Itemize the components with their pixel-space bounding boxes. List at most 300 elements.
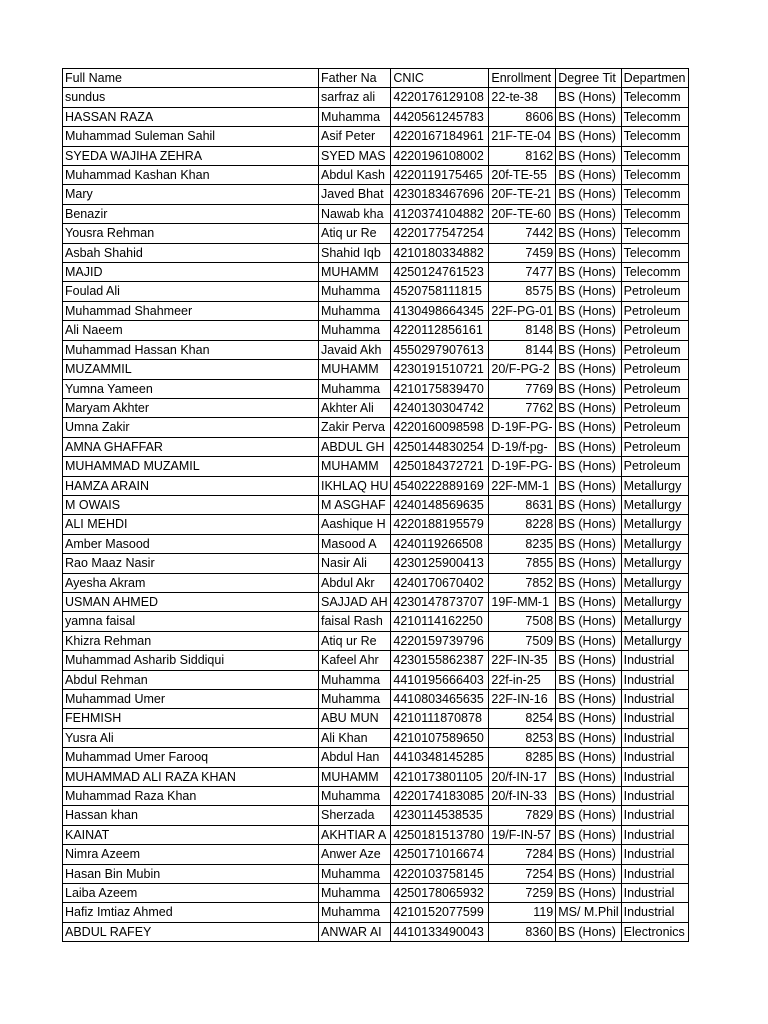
full-name-cell[interactable]: yamna faisal: [63, 612, 319, 631]
degree-title-cell[interactable]: BS (Hons): [556, 224, 621, 243]
degree-title-cell[interactable]: BS (Hons): [556, 166, 621, 185]
enrollment-cell[interactable]: 21F-TE-04: [489, 127, 556, 146]
degree-title-cell[interactable]: BS (Hons): [556, 282, 621, 301]
department-cell[interactable]: Electronics: [621, 922, 688, 941]
father-name-cell[interactable]: Sherzada: [319, 806, 391, 825]
degree-title-cell[interactable]: BS (Hons): [556, 379, 621, 398]
degree-title-cell[interactable]: BS (Hons): [556, 864, 621, 883]
cnic-cell[interactable]: 4250184372721: [391, 457, 489, 476]
enrollment-cell[interactable]: 7509: [489, 631, 556, 650]
cnic-cell[interactable]: 4230125900413: [391, 554, 489, 573]
cnic-cell[interactable]: 4410803465635: [391, 690, 489, 709]
father-name-cell[interactable]: Abdul Akr: [319, 573, 391, 592]
table-row: [63, 845, 689, 864]
degree-title-cell[interactable]: BS (Hons): [556, 709, 621, 728]
father-name-cell[interactable]: MUHAMM: [319, 767, 391, 786]
department-cell[interactable]: Petroleum: [621, 457, 688, 476]
degree-title-cell[interactable]: BS (Hons): [556, 495, 621, 514]
table-row: [63, 418, 689, 437]
full-name-cell[interactable]: Hassan khan: [63, 806, 319, 825]
department-cell[interactable]: Industrial: [621, 748, 688, 767]
cnic-cell[interactable]: 4240119266508: [391, 534, 489, 553]
cnic-cell[interactable]: 4250178065932: [391, 884, 489, 903]
cnic-cell[interactable]: 4210111870878: [391, 709, 489, 728]
cnic-cell[interactable]: 4230183467696: [391, 185, 489, 204]
enrollment-cell[interactable]: 7442: [489, 224, 556, 243]
cnic-cell[interactable]: 4520758111815: [391, 282, 489, 301]
table-row: [63, 185, 689, 204]
degree-title-cell[interactable]: BS (Hons): [556, 534, 621, 553]
full-name-cell[interactable]: Muhammad Hassan Khan: [63, 340, 319, 359]
degree-title-cell[interactable]: BS (Hons): [556, 728, 621, 747]
father-name-cell[interactable]: IKHLAQ HU: [319, 476, 391, 495]
cnic-cell[interactable]: 4220103758145: [391, 864, 489, 883]
degree-title-cell[interactable]: BS (Hons): [556, 243, 621, 262]
father-name-cell[interactable]: ANWAR AI: [319, 922, 391, 941]
cnic-cell[interactable]: 4210173801105: [391, 767, 489, 786]
father-name-cell[interactable]: Anwer Aze: [319, 845, 391, 864]
father-name-cell[interactable]: Abdul Han: [319, 748, 391, 767]
full-name-cell[interactable]: Muhammad Shahmeer: [63, 301, 319, 320]
cnic-cell[interactable]: 4220177547254: [391, 224, 489, 243]
degree-title-cell[interactable]: BS (Hons): [556, 515, 621, 534]
enrollment-cell[interactable]: 22F-IN-35: [489, 651, 556, 670]
department-cell[interactable]: Metallurgy: [621, 573, 688, 592]
department-cell[interactable]: Petroleum: [621, 301, 688, 320]
cnic-cell[interactable]: 4210114162250: [391, 612, 489, 631]
table-row: [63, 612, 689, 631]
table-row: [63, 534, 689, 553]
enrollment-cell[interactable]: 20/f-IN-17: [489, 767, 556, 786]
table-row: [63, 670, 689, 689]
enrollment-cell[interactable]: D-19/f-pg-: [489, 437, 556, 456]
header-degree-title[interactable]: Degree Tit: [556, 69, 621, 88]
table-row: [63, 631, 689, 650]
table-row: [63, 592, 689, 611]
enrollment-cell[interactable]: 20/f-IN-33: [489, 787, 556, 806]
enrollment-cell[interactable]: 8253: [489, 728, 556, 747]
father-name-cell[interactable]: faisal Rash: [319, 612, 391, 631]
full-name-cell[interactable]: Yumna Yameen: [63, 379, 319, 398]
department-cell[interactable]: Industrial: [621, 767, 688, 786]
enrollment-cell[interactable]: D-19F-PG-: [489, 418, 556, 437]
table-row: [63, 146, 689, 165]
department-cell[interactable]: Metallurgy: [621, 495, 688, 514]
full-name-cell[interactable]: Muhammad Umer Farooq: [63, 748, 319, 767]
full-name-cell[interactable]: USMAN AHMED: [63, 592, 319, 611]
degree-title-cell[interactable]: BS (Hons): [556, 340, 621, 359]
degree-title-cell[interactable]: BS (Hons): [556, 612, 621, 631]
full-name-cell[interactable]: ABDUL RAFEY: [63, 922, 319, 941]
table-row: [63, 787, 689, 806]
department-cell[interactable]: Industrial: [621, 651, 688, 670]
cnic-cell[interactable]: 4230155862387: [391, 651, 489, 670]
department-cell[interactable]: Telecomm: [621, 243, 688, 262]
full-name-cell[interactable]: Muhammad Kashan Khan: [63, 166, 319, 185]
father-name-cell[interactable]: ABU MUN: [319, 709, 391, 728]
department-cell[interactable]: Petroleum: [621, 437, 688, 456]
father-name-cell[interactable]: MUHAMM: [319, 360, 391, 379]
full-name-cell[interactable]: Benazir: [63, 204, 319, 223]
father-name-cell[interactable]: SAJJAD AH: [319, 592, 391, 611]
full-name-cell[interactable]: HAMZA ARAIN: [63, 476, 319, 495]
enrollment-cell[interactable]: 8360: [489, 922, 556, 941]
header-enrollment[interactable]: Enrollment: [489, 69, 556, 88]
cnic-cell[interactable]: 4230191510721: [391, 360, 489, 379]
department-cell[interactable]: Metallurgy: [621, 476, 688, 495]
table-row: [63, 321, 689, 340]
father-name-cell[interactable]: Javaid Akh: [319, 340, 391, 359]
department-cell[interactable]: Industrial: [621, 728, 688, 747]
enrollment-cell[interactable]: 22f-in-25: [489, 670, 556, 689]
father-name-cell[interactable]: Muhamma: [319, 903, 391, 922]
header-department[interactable]: Departmen: [621, 69, 688, 88]
cnic-cell[interactable]: 4250181513780: [391, 825, 489, 844]
full-name-cell[interactable]: KAINAT: [63, 825, 319, 844]
father-name-cell[interactable]: Ali Khan: [319, 728, 391, 747]
father-name-cell[interactable]: Muhamma: [319, 864, 391, 883]
enrollment-cell[interactable]: 7477: [489, 263, 556, 282]
full-name-cell[interactable]: Muhammad Umer: [63, 690, 319, 709]
full-name-cell[interactable]: Maryam Akhter: [63, 398, 319, 417]
full-name-cell[interactable]: FEHMISH: [63, 709, 319, 728]
degree-title-cell[interactable]: BS (Hons): [556, 767, 621, 786]
department-cell[interactable]: Industrial: [621, 903, 688, 922]
table-row: [63, 379, 689, 398]
father-name-cell[interactable]: Akhter Ali: [319, 398, 391, 417]
table-row: [63, 573, 689, 592]
full-name-cell[interactable]: Muhammad Suleman Sahil: [63, 127, 319, 146]
father-name-cell[interactable]: Asif Peter: [319, 127, 391, 146]
degree-title-cell[interactable]: BS (Hons): [556, 690, 621, 709]
father-name-cell[interactable]: Muhamma: [319, 107, 391, 126]
full-name-cell[interactable]: MUHAMMAD MUZAMIL: [63, 457, 319, 476]
enrollment-cell[interactable]: 7829: [489, 806, 556, 825]
cnic-cell[interactable]: 4210152077599: [391, 903, 489, 922]
department-cell[interactable]: Industrial: [621, 845, 688, 864]
department-cell[interactable]: Metallurgy: [621, 631, 688, 650]
degree-title-cell[interactable]: BS (Hons): [556, 554, 621, 573]
degree-title-cell[interactable]: BS (Hons): [556, 146, 621, 165]
department-cell[interactable]: Petroleum: [621, 282, 688, 301]
degree-title-cell[interactable]: BS (Hons): [556, 845, 621, 864]
father-name-cell[interactable]: Nawab kha: [319, 204, 391, 223]
enrollment-cell[interactable]: 7508: [489, 612, 556, 631]
enrollment-cell[interactable]: 8148: [489, 321, 556, 340]
degree-title-cell[interactable]: BS (Hons): [556, 398, 621, 417]
full-name-cell[interactable]: Yusra Ali: [63, 728, 319, 747]
table-row: [63, 864, 689, 883]
enrollment-cell[interactable]: D-19F-PG-: [489, 457, 556, 476]
father-name-cell[interactable]: Muhamma: [319, 670, 391, 689]
degree-title-cell[interactable]: BS (Hons): [556, 592, 621, 611]
father-name-cell[interactable]: Muhamma: [319, 787, 391, 806]
enrollment-cell[interactable]: 22F-IN-16: [489, 690, 556, 709]
enrollment-cell[interactable]: 8575: [489, 282, 556, 301]
degree-title-cell[interactable]: BS (Hons): [556, 884, 621, 903]
enrollment-cell[interactable]: 8235: [489, 534, 556, 553]
enrollment-cell[interactable]: 7852: [489, 573, 556, 592]
department-cell[interactable]: Petroleum: [621, 379, 688, 398]
enrollment-cell[interactable]: 8228: [489, 515, 556, 534]
degree-title-cell[interactable]: BS (Hons): [556, 88, 621, 107]
full-name-cell[interactable]: Foulad Ali: [63, 282, 319, 301]
degree-title-cell[interactable]: BS (Hons): [556, 476, 621, 495]
degree-title-cell[interactable]: BS (Hons): [556, 651, 621, 670]
full-name-cell[interactable]: MUHAMMAD ALI RAZA KHAN: [63, 767, 319, 786]
student-records-table: [62, 68, 689, 942]
full-name-cell[interactable]: Asbah Shahid: [63, 243, 319, 262]
enrollment-cell[interactable]: 8285: [489, 748, 556, 767]
cnic-cell[interactable]: 4410133490043: [391, 922, 489, 941]
father-name-cell[interactable]: sarfraz ali: [319, 88, 391, 107]
degree-title-cell[interactable]: BS (Hons): [556, 418, 621, 437]
enrollment-cell[interactable]: 7459: [489, 243, 556, 262]
enrollment-cell[interactable]: 7254: [489, 864, 556, 883]
cnic-cell[interactable]: 4220119175465: [391, 166, 489, 185]
full-name-cell[interactable]: Laiba Azeem: [63, 884, 319, 903]
full-name-cell[interactable]: HASSAN RAZA: [63, 107, 319, 126]
full-name-cell[interactable]: Rao Maaz Nasir: [63, 554, 319, 573]
department-cell[interactable]: Telecomm: [621, 204, 688, 223]
father-name-cell[interactable]: Javed Bhat: [319, 185, 391, 204]
table-row: [63, 282, 689, 301]
cnic-cell[interactable]: 4250144830254: [391, 437, 489, 456]
degree-title-cell[interactable]: BS (Hons): [556, 806, 621, 825]
degree-title-cell[interactable]: BS (Hons): [556, 825, 621, 844]
department-cell[interactable]: Telecomm: [621, 263, 688, 282]
full-name-cell[interactable]: Hafiz Imtiaz Ahmed: [63, 903, 319, 922]
department-cell[interactable]: Telecomm: [621, 185, 688, 204]
degree-title-cell[interactable]: BS (Hons): [556, 321, 621, 340]
department-cell[interactable]: Industrial: [621, 670, 688, 689]
table-row: [63, 903, 689, 922]
full-name-cell[interactable]: Abdul Rehman: [63, 670, 319, 689]
department-cell[interactable]: Petroleum: [621, 321, 688, 340]
header-cnic[interactable]: CNIC: [391, 69, 489, 88]
header-father-name[interactable]: Father Na: [319, 69, 391, 88]
father-name-cell[interactable]: MUHAMM: [319, 263, 391, 282]
degree-title-cell[interactable]: BS (Hons): [556, 670, 621, 689]
table-row: [63, 806, 689, 825]
cnic-cell[interactable]: 4240130304742: [391, 398, 489, 417]
table-row: [63, 651, 689, 670]
cnic-cell[interactable]: 4210180334882: [391, 243, 489, 262]
father-name-cell[interactable]: Kafeel Ahr: [319, 651, 391, 670]
enrollment-cell[interactable]: 22F-MM-1: [489, 476, 556, 495]
cnic-cell[interactable]: 4240148569635: [391, 495, 489, 514]
cnic-cell[interactable]: 4220174183085: [391, 787, 489, 806]
table-row: [63, 340, 689, 359]
department-cell[interactable]: Telecomm: [621, 166, 688, 185]
full-name-cell[interactable]: MAJID: [63, 263, 319, 282]
father-name-cell[interactable]: Muhamma: [319, 884, 391, 903]
full-name-cell[interactable]: Amber Masood: [63, 534, 319, 553]
degree-title-cell[interactable]: BS (Hons): [556, 127, 621, 146]
enrollment-cell[interactable]: 7284: [489, 845, 556, 864]
cnic-cell[interactable]: 4120374104882: [391, 204, 489, 223]
enrollment-cell[interactable]: 8162: [489, 146, 556, 165]
cnic-cell[interactable]: 4410195666403: [391, 670, 489, 689]
enrollment-cell[interactable]: 7769: [489, 379, 556, 398]
cnic-cell[interactable]: 4220159739796: [391, 631, 489, 650]
degree-title-cell[interactable]: BS (Hons): [556, 204, 621, 223]
cnic-cell[interactable]: 4250171016674: [391, 845, 489, 864]
department-cell[interactable]: Telecomm: [621, 146, 688, 165]
full-name-cell[interactable]: Ayesha Akram: [63, 573, 319, 592]
cnic-cell[interactable]: 4540222889169: [391, 476, 489, 495]
enrollment-cell[interactable]: 20F-TE-21: [489, 185, 556, 204]
department-cell[interactable]: Telecomm: [621, 88, 688, 107]
full-name-cell[interactable]: Mary: [63, 185, 319, 204]
cnic-cell[interactable]: 4220112856161: [391, 321, 489, 340]
table-body: [63, 88, 689, 942]
full-name-cell[interactable]: sundus: [63, 88, 319, 107]
department-cell[interactable]: Industrial: [621, 690, 688, 709]
father-name-cell[interactable]: Masood A: [319, 534, 391, 553]
degree-title-cell[interactable]: BS (Hons): [556, 360, 621, 379]
degree-title-cell[interactable]: BS (Hons): [556, 573, 621, 592]
cnic-cell[interactable]: 4550297907613: [391, 340, 489, 359]
full-name-cell[interactable]: MUZAMMIL: [63, 360, 319, 379]
enrollment-cell[interactable]: 20F-TE-60: [489, 204, 556, 223]
cnic-cell[interactable]: 4210175839470: [391, 379, 489, 398]
header-full-name[interactable]: Full Name: [63, 69, 319, 88]
full-name-cell[interactable]: Yousra Rehman: [63, 224, 319, 243]
department-cell[interactable]: Industrial: [621, 787, 688, 806]
degree-title-cell[interactable]: BS (Hons): [556, 107, 621, 126]
department-cell[interactable]: Industrial: [621, 709, 688, 728]
father-name-cell[interactable]: ABDUL GH: [319, 437, 391, 456]
enrollment-cell[interactable]: 22F-PG-01: [489, 301, 556, 320]
table-row: [63, 263, 689, 282]
department-cell[interactable]: Petroleum: [621, 360, 688, 379]
department-cell[interactable]: Metallurgy: [621, 534, 688, 553]
department-cell[interactable]: Metallurgy: [621, 612, 688, 631]
full-name-cell[interactable]: Hasan Bin Mubin: [63, 864, 319, 883]
father-name-cell[interactable]: Nasir Ali: [319, 554, 391, 573]
cnic-cell[interactable]: 4250124761523: [391, 263, 489, 282]
degree-title-cell[interactable]: BS (Hons): [556, 437, 621, 456]
enrollment-cell[interactable]: 7762: [489, 398, 556, 417]
cnic-cell[interactable]: 4220167184961: [391, 127, 489, 146]
father-name-cell[interactable]: Muhamma: [319, 282, 391, 301]
enrollment-cell[interactable]: 8606: [489, 107, 556, 126]
department-cell[interactable]: Telecomm: [621, 127, 688, 146]
full-name-cell[interactable]: Khizra Rehman: [63, 631, 319, 650]
father-name-cell[interactable]: SYED MAS: [319, 146, 391, 165]
table-row: [63, 166, 689, 185]
degree-title-cell[interactable]: BS (Hons): [556, 185, 621, 204]
department-cell[interactable]: Telecomm: [621, 224, 688, 243]
cnic-cell[interactable]: 4230147873707: [391, 592, 489, 611]
department-cell[interactable]: Metallurgy: [621, 592, 688, 611]
degree-title-cell[interactable]: BS (Hons): [556, 787, 621, 806]
father-name-cell[interactable]: Abdul Kash: [319, 166, 391, 185]
cnic-cell[interactable]: 4220176129108: [391, 88, 489, 107]
table-row: [63, 88, 689, 107]
father-name-cell[interactable]: Atiq ur Re: [319, 631, 391, 650]
enrollment-cell[interactable]: 19F-MM-1: [489, 592, 556, 611]
cnic-cell[interactable]: 4410348145285: [391, 748, 489, 767]
department-cell[interactable]: Industrial: [621, 806, 688, 825]
department-cell[interactable]: Petroleum: [621, 418, 688, 437]
department-cell[interactable]: Petroleum: [621, 340, 688, 359]
table-row: [63, 825, 689, 844]
cnic-cell[interactable]: 4240170670402: [391, 573, 489, 592]
degree-title-cell[interactable]: BS (Hons): [556, 301, 621, 320]
full-name-cell[interactable]: AMNA GHAFFAR: [63, 437, 319, 456]
father-name-cell[interactable]: M ASGHAF: [319, 495, 391, 514]
father-name-cell[interactable]: Muhamma: [319, 301, 391, 320]
cnic-cell[interactable]: 4130498664345: [391, 301, 489, 320]
table-row: [63, 884, 689, 903]
cnic-cell[interactable]: 4220188195579: [391, 515, 489, 534]
degree-title-cell[interactable]: BS (Hons): [556, 263, 621, 282]
degree-title-cell[interactable]: BS (Hons): [556, 631, 621, 650]
enrollment-cell[interactable]: 19/F-IN-57: [489, 825, 556, 844]
father-name-cell[interactable]: Aashique H: [319, 515, 391, 534]
enrollment-cell[interactable]: 7855: [489, 554, 556, 573]
table-row: [63, 709, 689, 728]
full-name-cell[interactable]: Nimra Azeem: [63, 845, 319, 864]
enrollment-cell[interactable]: 20f-TE-55: [489, 166, 556, 185]
father-name-cell[interactable]: AKHTIAR A: [319, 825, 391, 844]
father-name-cell[interactable]: Muhamma: [319, 379, 391, 398]
father-name-cell[interactable]: Muhamma: [319, 321, 391, 340]
full-name-cell[interactable]: ALI MEHDI: [63, 515, 319, 534]
full-name-cell[interactable]: Muhammad Asharib Siddiqui: [63, 651, 319, 670]
table-row: [63, 515, 689, 534]
cnic-cell[interactable]: 4220196108002: [391, 146, 489, 165]
father-name-cell[interactable]: Atiq ur Re: [319, 224, 391, 243]
degree-title-cell[interactable]: BS (Hons): [556, 457, 621, 476]
father-name-cell[interactable]: Shahid Iqb: [319, 243, 391, 262]
father-name-cell[interactable]: MUHAMM: [319, 457, 391, 476]
enrollment-cell[interactable]: 22-te-38: [489, 88, 556, 107]
department-cell[interactable]: Industrial: [621, 864, 688, 883]
enrollment-cell[interactable]: 8631: [489, 495, 556, 514]
enrollment-cell[interactable]: 20/F-PG-2: [489, 360, 556, 379]
department-cell[interactable]: Metallurgy: [621, 515, 688, 534]
full-name-cell[interactable]: Ali Naeem: [63, 321, 319, 340]
department-cell[interactable]: Industrial: [621, 825, 688, 844]
department-cell[interactable]: Telecomm: [621, 107, 688, 126]
full-name-cell[interactable]: SYEDA WAJIHA ZEHRA: [63, 146, 319, 165]
enrollment-cell[interactable]: 7259: [489, 884, 556, 903]
department-cell[interactable]: Industrial: [621, 884, 688, 903]
father-name-cell[interactable]: Zakir Perva: [319, 418, 391, 437]
department-cell[interactable]: Metallurgy: [621, 554, 688, 573]
table-row: [63, 554, 689, 573]
full-name-cell[interactable]: Muhammad Raza Khan: [63, 787, 319, 806]
enrollment-cell[interactable]: 8254: [489, 709, 556, 728]
cnic-cell[interactable]: 4210107589650: [391, 728, 489, 747]
department-cell[interactable]: Petroleum: [621, 398, 688, 417]
enrollment-cell[interactable]: 119: [489, 903, 556, 922]
cnic-cell[interactable]: 4230114538535: [391, 806, 489, 825]
cnic-cell[interactable]: 4420561245783: [391, 107, 489, 126]
full-name-cell[interactable]: M OWAIS: [63, 495, 319, 514]
enrollment-cell[interactable]: 8144: [489, 340, 556, 359]
table-row: [63, 127, 689, 146]
degree-title-cell[interactable]: BS (Hons): [556, 748, 621, 767]
cnic-cell[interactable]: 4220160098598: [391, 418, 489, 437]
full-name-cell[interactable]: Umna Zakir: [63, 418, 319, 437]
father-name-cell[interactable]: Muhamma: [319, 690, 391, 709]
degree-title-cell[interactable]: MS/ M.Phil: [556, 903, 621, 922]
degree-title-cell[interactable]: BS (Hons): [556, 922, 621, 941]
